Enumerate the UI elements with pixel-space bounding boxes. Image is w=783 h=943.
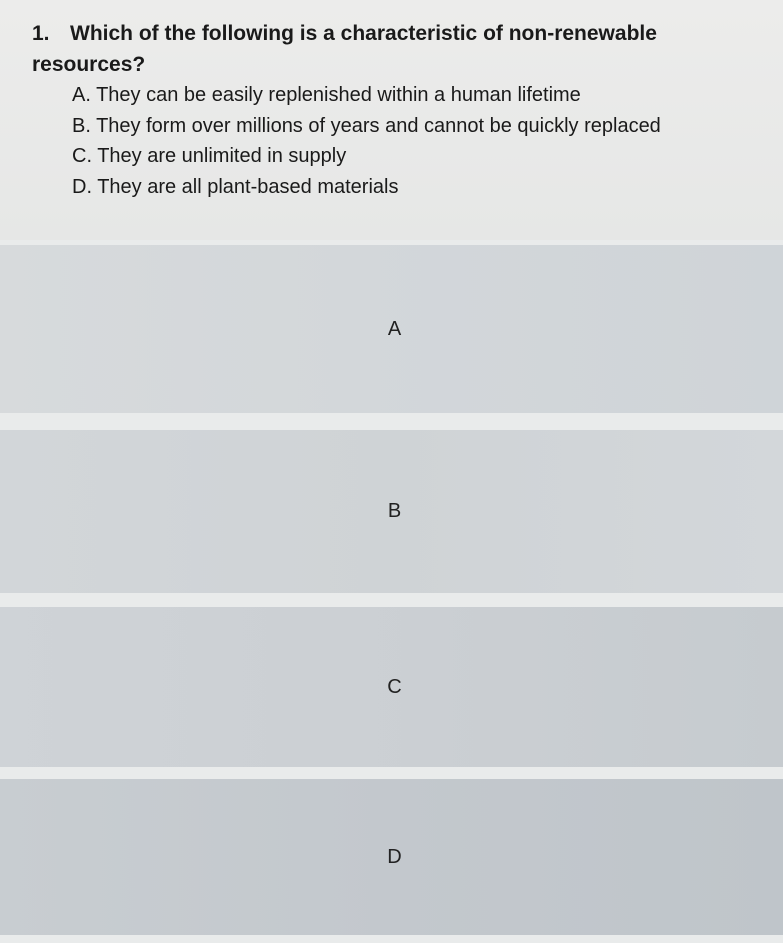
answer-button-b[interactable] [0, 430, 783, 593]
answer-button-a[interactable] [0, 245, 783, 413]
answer-label-d: D [387, 845, 402, 868]
question-title [32, 18, 752, 80]
options-list [72, 80, 661, 202]
answer-button-c[interactable] [0, 607, 783, 767]
divider [0, 767, 783, 779]
divider [0, 593, 783, 607]
divider [0, 413, 783, 430]
answer-label-c: C [387, 675, 402, 698]
answer-button-d[interactable] [0, 779, 783, 935]
answer-label-b: B [387, 500, 402, 522]
question-block [0, 0, 783, 240]
option-b-text: B. They form over millions of years and cannot be quickly replaced [72, 114, 661, 137]
question-text: Which of the following is a characteristic of non-renewable resources? [32, 22, 657, 76]
option-c-text: C. They are unlimited in supply [72, 145, 347, 167]
option-d-text: D. They are all plant-based materials [72, 175, 399, 198]
question-number: 1. [32, 22, 50, 45]
answer-label-a: A [387, 317, 402, 340]
option-a-text: A. They can be easily replenished within a human lifetime [72, 84, 581, 106]
divider [0, 935, 783, 943]
